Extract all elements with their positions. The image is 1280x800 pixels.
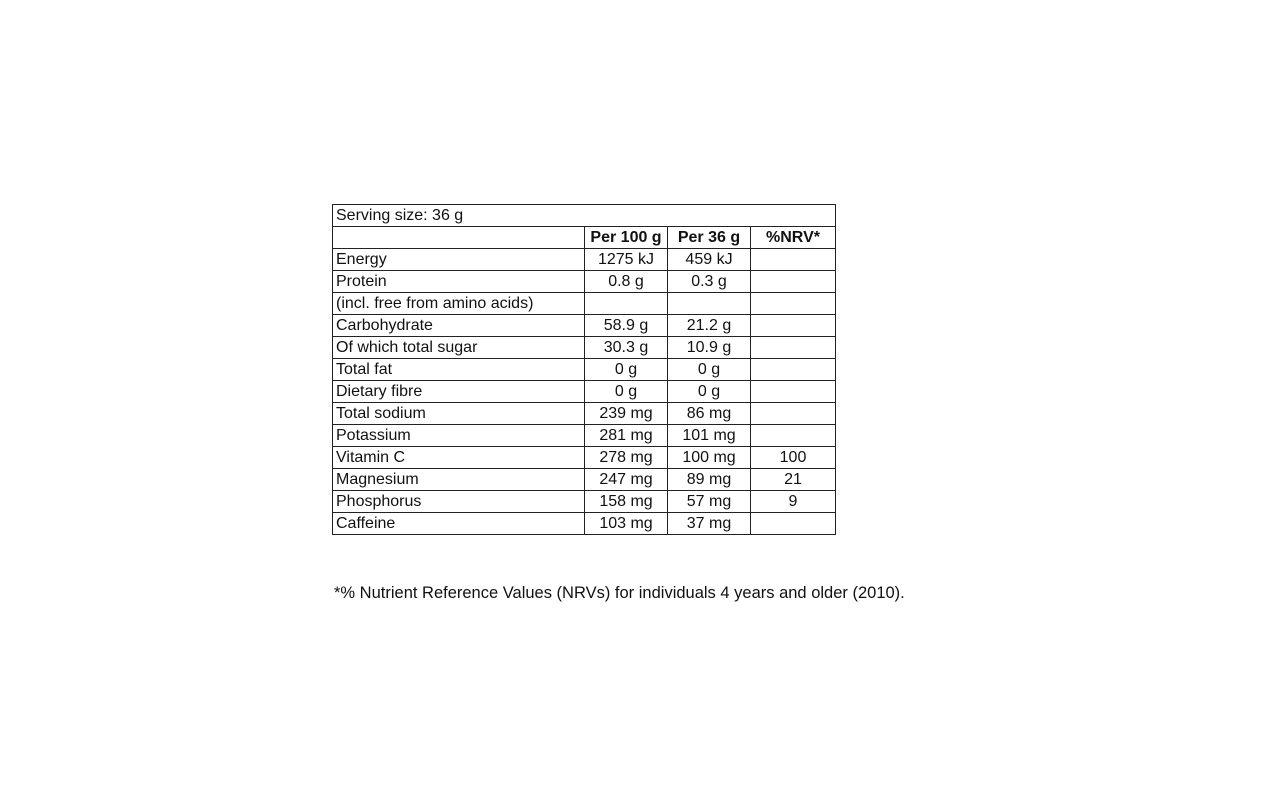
nrv-cell bbox=[751, 293, 836, 315]
nutrient-name-cell: Magnesium bbox=[333, 469, 585, 491]
nutrient-name-cell: Caffeine bbox=[333, 513, 585, 535]
per-100g-cell: 30.3 g bbox=[585, 337, 668, 359]
per-100g-cell: 58.9 g bbox=[585, 315, 668, 337]
per-100g-cell: 278 mg bbox=[585, 447, 668, 469]
nrv-footnote: *% Nutrient Reference Values (NRVs) for individuals 4 years and older (2010). bbox=[334, 584, 905, 602]
nutrient-name-cell: Potassium bbox=[333, 425, 585, 447]
per-100g-cell: 247 mg bbox=[585, 469, 668, 491]
per-36g-cell: 101 mg bbox=[668, 425, 751, 447]
per-100g-cell: 0.8 g bbox=[585, 271, 668, 293]
nrv-cell: 100 bbox=[751, 447, 836, 469]
nutrient-name-cell: Energy bbox=[333, 249, 585, 271]
nutrient-row bbox=[333, 359, 836, 381]
per-36g-cell: 57 mg bbox=[668, 491, 751, 513]
per-36g-cell: 0 g bbox=[668, 359, 751, 381]
nutrition-table-body bbox=[333, 205, 836, 535]
nrv-cell bbox=[751, 271, 836, 293]
nutrient-row bbox=[333, 381, 836, 403]
per-36g-cell: 459 kJ bbox=[668, 249, 751, 271]
nutrient-name-cell: (incl. free from amino acids) bbox=[333, 293, 585, 315]
nutrient-row bbox=[333, 469, 836, 491]
nutrient-name-cell: Vitamin C bbox=[333, 447, 585, 469]
per-36g-cell: 0.3 g bbox=[668, 271, 751, 293]
per-100g-cell: 0 g bbox=[585, 381, 668, 403]
nutrient-row bbox=[333, 249, 836, 271]
per-100g-cell: 281 mg bbox=[585, 425, 668, 447]
nrv-cell bbox=[751, 249, 836, 271]
per-36g-cell: 37 mg bbox=[668, 513, 751, 535]
per-36g-cell: 86 mg bbox=[668, 403, 751, 425]
header-row bbox=[333, 227, 836, 249]
per-36g-cell: 21.2 g bbox=[668, 315, 751, 337]
per-36g-cell bbox=[668, 293, 751, 315]
nrv-cell bbox=[751, 513, 836, 535]
per-100g-cell: 158 mg bbox=[585, 491, 668, 513]
nrv-cell bbox=[751, 315, 836, 337]
nutrient-row bbox=[333, 491, 836, 513]
nutrient-name-cell: Phosphorus bbox=[333, 491, 585, 513]
nrv-cell bbox=[751, 381, 836, 403]
nrv-cell bbox=[751, 359, 836, 381]
per-100g-cell: 103 mg bbox=[585, 513, 668, 535]
nutrient-row bbox=[333, 337, 836, 359]
nutrient-row bbox=[333, 315, 836, 337]
nutrient-name-cell: Carbohydrate bbox=[333, 315, 585, 337]
nutrient-row bbox=[333, 293, 836, 315]
nutrient-name-cell: Dietary fibre bbox=[333, 381, 585, 403]
nutrient-row bbox=[333, 513, 836, 535]
nutrient-row bbox=[333, 403, 836, 425]
serving-size-row bbox=[333, 205, 836, 227]
serving-size-cell: Serving size: 36 g bbox=[333, 205, 836, 227]
nutrient-name-cell: Protein bbox=[333, 271, 585, 293]
nutrient-name-cell: Of which total sugar bbox=[333, 337, 585, 359]
nrv-cell bbox=[751, 425, 836, 447]
per-36g-cell: 0 g bbox=[668, 381, 751, 403]
per-100g-cell: 239 mg bbox=[585, 403, 668, 425]
nutrient-name-cell: Total sodium bbox=[333, 403, 585, 425]
nrv-cell: 9 bbox=[751, 491, 836, 513]
per-36g-cell: 100 mg bbox=[668, 447, 751, 469]
header-nrv-cell: %NRV* bbox=[751, 227, 836, 249]
per-100g-cell bbox=[585, 293, 668, 315]
nutrition-table bbox=[332, 204, 836, 535]
per-100g-cell: 1275 kJ bbox=[585, 249, 668, 271]
header-per-100g-cell: Per 100 g bbox=[585, 227, 668, 249]
nrv-cell: 21 bbox=[751, 469, 836, 491]
per-100g-cell: 0 g bbox=[585, 359, 668, 381]
nutrient-row bbox=[333, 271, 836, 293]
nutrient-name-cell: Total fat bbox=[333, 359, 585, 381]
nutrient-row bbox=[333, 425, 836, 447]
nrv-cell bbox=[751, 337, 836, 359]
header-per-36g-cell: Per 36 g bbox=[668, 227, 751, 249]
per-36g-cell: 10.9 g bbox=[668, 337, 751, 359]
nutrient-row bbox=[333, 447, 836, 469]
header-nutrient-cell bbox=[333, 227, 585, 249]
per-36g-cell: 89 mg bbox=[668, 469, 751, 491]
nrv-cell bbox=[751, 403, 836, 425]
